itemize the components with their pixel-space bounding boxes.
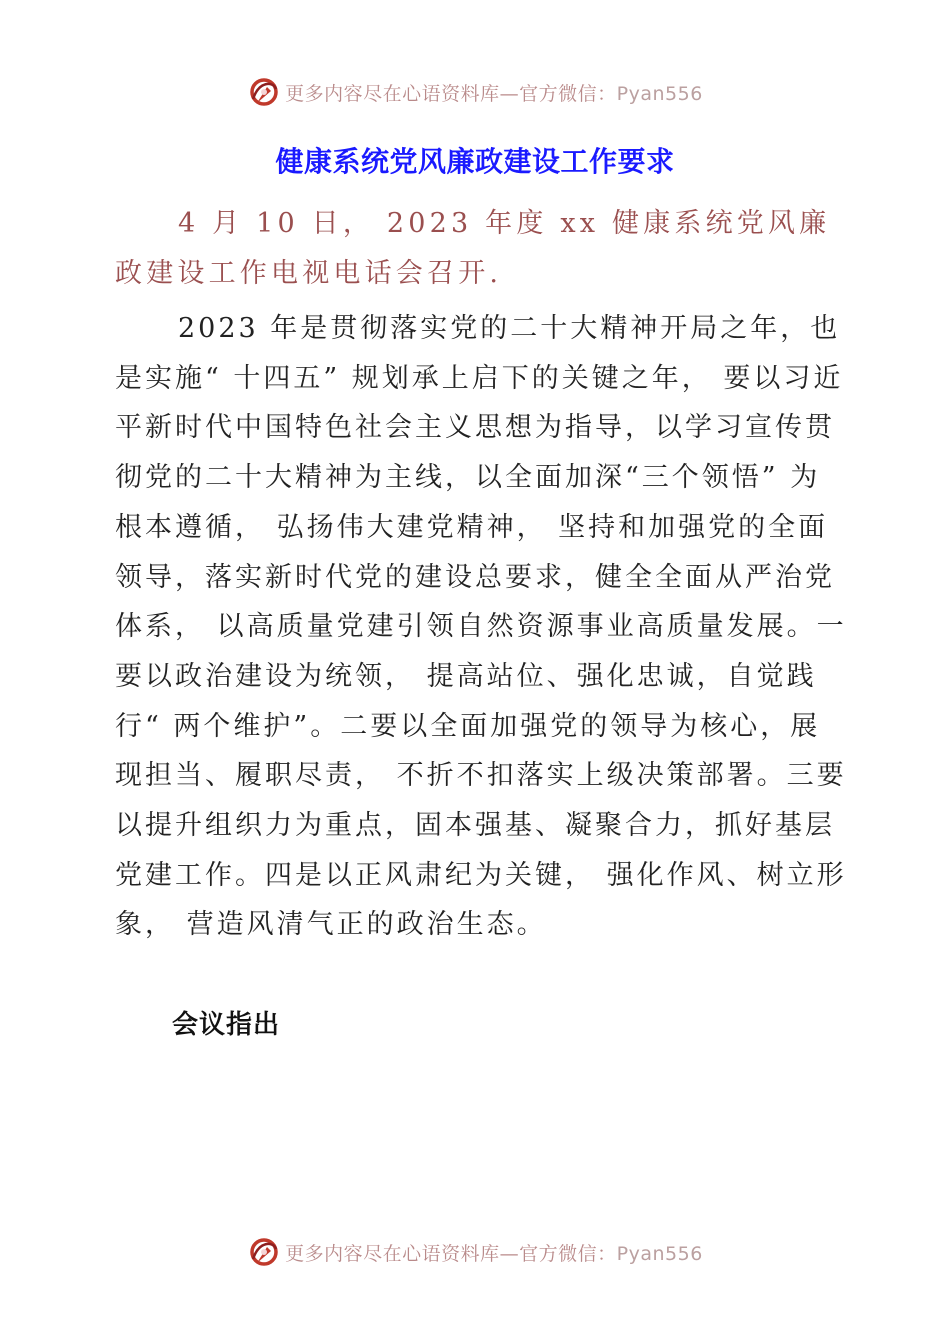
header-banner-text: 更多内容尽在心语资料库—官方微信：Pyan556	[285, 82, 703, 105]
footer-wechat-id: Pyan556	[616, 1242, 703, 1265]
lead-paragraph: 4 月 10 日， 2023 年度 xx 健康系统党风廉政建设工作电视电话会召开.	[115, 208, 831, 289]
footer-banner	[0, 1232, 950, 1272]
header-wechat-id: Pyan556	[616, 82, 703, 105]
section-subheading: 会议指出	[172, 1010, 281, 1040]
footer-banner-text: 更多内容尽在心语资料库—官方微信：Pyan556	[285, 1242, 703, 1265]
body-paragraph: 2023 年是贯彻落实党的二十大精神开局之年，也是实施“ 十四五” 规划承上启下的关键之年， 要以习近平新时代中国特色社会主义思想为指导，以学习宣传贯彻党的二十大精神为主线，以全面加深“三个领悟” 为根本遵循， 弘扬伟大建党精神， 坚持和加强党的全面领导，落实新时代党的建设总要求，健全全面从严治党体系， 以高质量党建引领自然资源事业高质量发展。一要以政治建设为统领， 提高站位、强化忠诚，自觉践行“ 两个维护”。二要以全面加强党的领导为核心，展现担当、履职尽责， 不折不扣落实上级决策部署。三要以提升组织力为重点，固本强基、凝聚合力，抓好基层党建工作。四是以正风肃纪为关键， 强化作风、树立形象， 营造风清气正的政治生态。	[115, 313, 847, 941]
header-banner	[0, 72, 950, 112]
red-swirl-logo-icon	[247, 1235, 281, 1269]
document-title: 健康系统党风廉政建设工作要求	[275, 145, 675, 178]
red-swirl-logo-icon	[247, 75, 281, 109]
